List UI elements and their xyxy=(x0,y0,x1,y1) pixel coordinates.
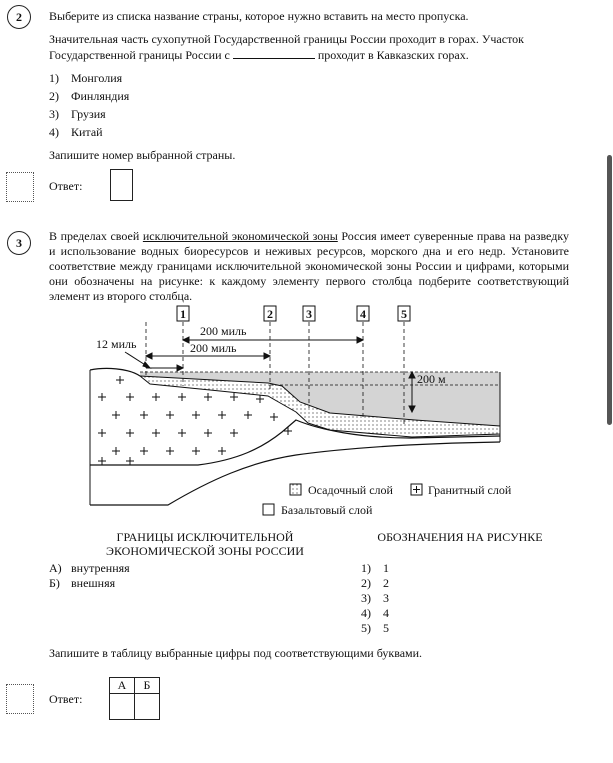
legend-sediment-swatch xyxy=(290,484,301,495)
task-2-blank xyxy=(233,47,315,59)
item-label: внешняя xyxy=(71,576,116,590)
task-3-intro-after: Россия имеет суверенные права на разведку и использование водных биоресурсов и неживых ресурсов, морского дна и его недр. Установите соответствие между границами исключительной экономической зоны России и цифрами, которыми они обозначены на рисунке: к каждому элементу первого столбца подберите соответствующий элемент из второго столбца. xyxy=(49,229,569,303)
task-3-intro-term: исключительной экономической зоны xyxy=(142,229,338,243)
task-2-option-1 xyxy=(49,71,122,86)
column-1-header-line2: ЭКОНОМИЧЕСКОЙ ЗОНЫ РОССИИ xyxy=(106,544,304,558)
task-2-text-line1: Значительная часть сухопутной Государственной границы России проходит в горах. Участок xyxy=(49,32,524,46)
task-2-option-2 xyxy=(49,89,129,104)
option-number: 2) xyxy=(49,89,59,103)
marker-boxes xyxy=(177,306,410,321)
item-number: 4) xyxy=(361,606,371,620)
option-label: Грузия xyxy=(71,107,106,121)
task-3-score-box xyxy=(6,684,34,714)
item-label: 2 xyxy=(383,576,389,590)
marker-5: 5 xyxy=(401,307,407,321)
legend-basalt-label: Базальтовый слой xyxy=(281,503,373,517)
marker-4: 4 xyxy=(360,307,366,321)
answer-table-header-b: Б xyxy=(135,678,160,694)
column-1-header xyxy=(70,530,340,558)
column-2-item-4 xyxy=(361,606,389,621)
answer-cell-a[interactable] xyxy=(110,694,135,720)
task-2-write-prompt: Запишите номер выбранной страны. xyxy=(49,148,236,162)
marker-1: 1 xyxy=(180,307,186,321)
column-2-item-3 xyxy=(361,591,389,606)
item-label: 1 xyxy=(383,561,389,575)
depth-label-200m: 200 м xyxy=(417,372,446,386)
task-2-answer-box[interactable] xyxy=(110,169,133,201)
column-1-header-line1: ГРАНИЦЫ ИСКЛЮЧИТЕЛЬНОЙ xyxy=(116,530,294,544)
item-letter: А) xyxy=(49,561,62,575)
answer-cell-b[interactable] xyxy=(135,694,160,720)
distance-label-12: 12 миль xyxy=(96,337,137,351)
eez-cross-section-figure xyxy=(0,300,613,520)
option-number: 3) xyxy=(49,107,59,121)
item-label: внутренняя xyxy=(71,561,130,575)
option-number: 4) xyxy=(49,125,59,139)
task-3-answer-label: Ответ: xyxy=(49,692,83,706)
task-3-intro xyxy=(49,229,569,304)
task-2-text-line2-a: Государственной границы России с xyxy=(49,48,230,62)
item-number: 1) xyxy=(361,561,371,575)
marker-2: 2 xyxy=(267,307,273,321)
task-2-score-box xyxy=(6,172,34,202)
task-2-option-3 xyxy=(49,107,106,122)
column-2-item-2 xyxy=(361,576,389,591)
task-2-text-line2 xyxy=(49,47,569,63)
column-2-header: ОБОЗНАЧЕНИЯ НА РИСУНКЕ xyxy=(377,530,543,544)
option-label: Монголия xyxy=(71,71,123,85)
task-2-instruction: Выберите из списка название страны, которое нужно вставить на место пропуска. xyxy=(49,9,469,23)
column-2-item-5 xyxy=(361,621,389,636)
task-2-number: 2 xyxy=(7,5,31,29)
answer-table-header-a: А xyxy=(110,678,135,694)
item-label: 5 xyxy=(383,621,389,635)
column-1-item-a xyxy=(49,561,130,576)
task-3-write-prompt: Запишите в таблицу выбранные цифры под соответствующими буквами. xyxy=(49,646,423,660)
option-label: Финляндия xyxy=(71,89,130,103)
legend-sediment-label: Осадочный слой xyxy=(308,483,393,497)
task-2-option-4 xyxy=(49,125,103,140)
distance-label-200-lower: 200 миль xyxy=(190,341,237,355)
task-3-intro-before: В пределах своей xyxy=(49,229,143,243)
item-label: 3 xyxy=(383,591,389,605)
item-number: 2) xyxy=(361,576,371,590)
distance-label-200-upper: 200 миль xyxy=(200,324,247,338)
task-2-text-line2-b: проходит в Кавказских горах. xyxy=(317,48,469,62)
item-number: 3) xyxy=(361,591,371,605)
task-2-answer-label: Ответ: xyxy=(49,179,83,193)
option-label: Китай xyxy=(71,125,103,139)
legend-granite-label: Гранитный слой xyxy=(428,483,512,497)
column-1-item-b xyxy=(49,576,115,591)
column-2-item-1 xyxy=(361,561,389,576)
marker-3: 3 xyxy=(306,307,312,321)
option-number: 1) xyxy=(49,71,59,85)
task-3-answer-table xyxy=(109,677,160,720)
task-3-number: 3 xyxy=(7,231,31,255)
legend-basalt-swatch xyxy=(263,504,274,515)
item-label: 4 xyxy=(383,606,389,620)
vertical-scrollbar-thumb[interactable] xyxy=(607,155,612,425)
item-letter: Б) xyxy=(49,576,60,590)
item-number: 5) xyxy=(361,621,371,635)
task-2-text xyxy=(49,32,569,63)
